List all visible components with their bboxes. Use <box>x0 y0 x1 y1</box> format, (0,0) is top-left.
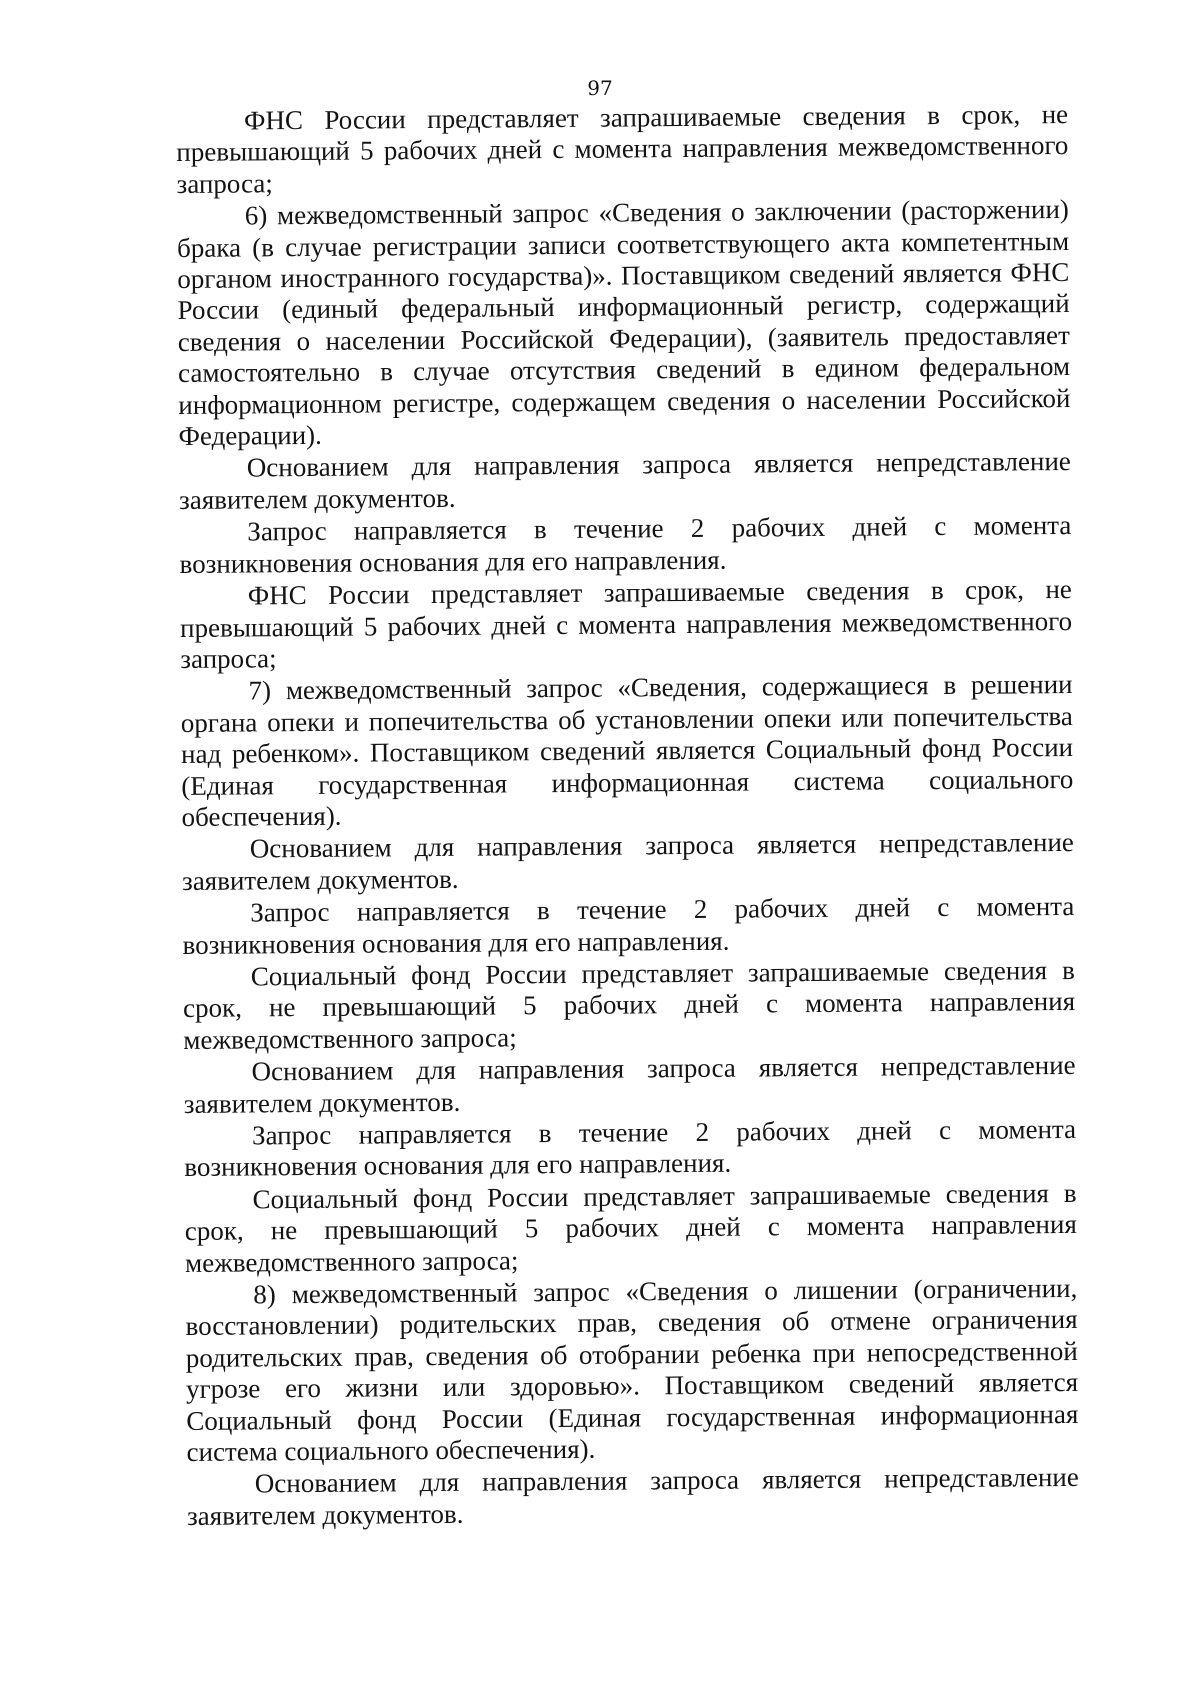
paragraph-basis-3: Основанием для направления запроса является непредставление заявителем документов. <box>183 1050 1076 1119</box>
paragraph-request-7: 7) межведомственный запрос «Сведения, содержащиеся в решении органа опеки и попечительства об установлении опеки или попечительства над ребенком». Поставщиком сведений является Социальный фонд России (Единая государственная информационная система социального обеспечения). <box>180 669 1074 832</box>
paragraph-fns-deadline-2: ФНС России представляет запрашиваемые сведения в срок, не превышающий 5 рабочих дней с момента направления межведомственного запроса; <box>179 574 1073 674</box>
document-body <box>176 99 1079 1533</box>
page-number: 97 <box>587 76 613 100</box>
paragraph-fns-deadline-1: ФНС России представляет запрашиваемые сведения в срок, не превышающий 5 рабочих дней с момента направления межведомственного запроса; <box>176 98 1069 199</box>
paragraph-timing-1: Запрос направляется в течение 2 рабочих дней с момента возникновения основания для его направления. <box>179 510 1072 579</box>
paragraph-basis-1: Основанием для направления запроса является непредставление заявителем документов. <box>178 446 1071 515</box>
paragraph-timing-2: Запрос направляется в течение 2 рабочих дней с момента возникновения основания для его направления. <box>182 891 1075 960</box>
paragraph-basis-2: Основанием для направления запроса является непредставление заявителем документов. <box>181 827 1074 896</box>
paragraph-sfr-deadline-2: Социальный фонд России представляет запрашиваемые сведения в срок, не превышающий 5 рабочих дней с момента направления межведомственного запроса; <box>184 1177 1077 1278</box>
paragraph-sfr-deadline-1: Социальный фонд России представляет запрашиваемые сведения в срок, не превышающий 5 рабочих дней с момента направления межведомственного запроса; <box>182 954 1076 1055</box>
paragraph-request-6: 6) межведомственный запрос «Сведения о заключении (расторжении) брака (в случае регистрации записи соответствующего акта компетентным органом иностранного государства)». Поставщиком сведений является ФНС России (единый федеральный информационный регистр, содержащий сведения о населении Российской Федерации), (заявитель предоставляет самостоятельно в случае отсутствия сведений в едином федеральном информационном регистре, содержащем сведения о населении Российской Федерации). <box>176 194 1071 452</box>
paragraph-timing-3: Запрос направляется в течение 2 рабочих дней с момента возникновения основания для его направления. <box>184 1113 1077 1183</box>
paragraph-basis-4: Основанием для направления запроса является непредставление заявителем документов. <box>186 1462 1079 1531</box>
paragraph-request-8: 8) межведомственный запрос «Сведения о лишении (ограничении, восстановлении) родительских прав, сведения об отмене ограничения родительских прав, сведения об отобрании ребенка при непосредственной угрозе его жизни или здоровью». Поставщиком сведений является Социальный фонд России (Единая государственная информационная система социального обеспечения). <box>185 1272 1079 1468</box>
